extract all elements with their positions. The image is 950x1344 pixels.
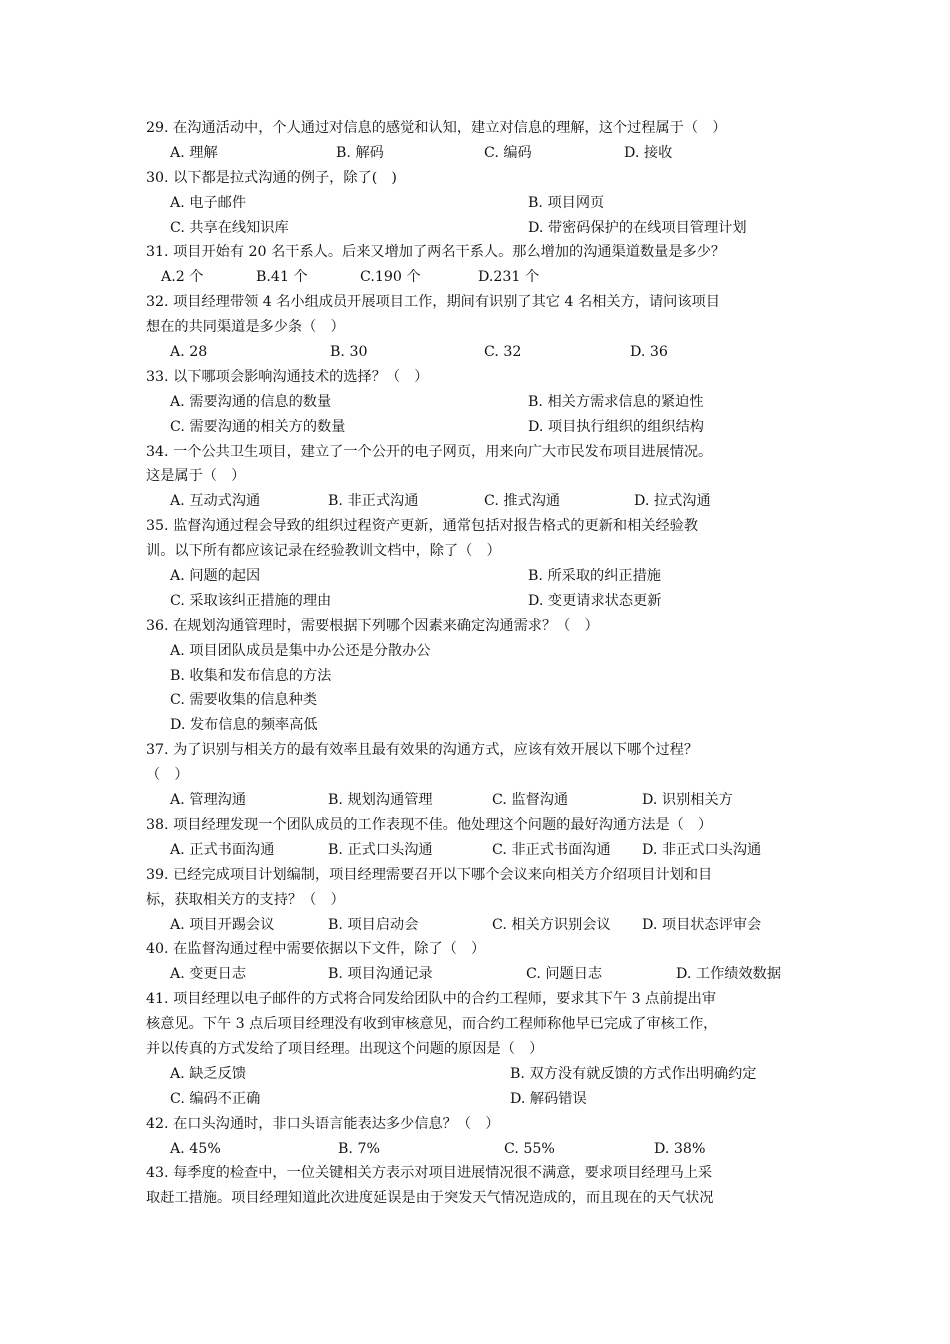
question-30: 30. 以下都是拉式沟通的例子，除了( ) (146, 169, 397, 186)
option: D. 项目执行组织的组织结构 (528, 418, 704, 435)
option: A. 28 (170, 344, 208, 361)
option: B. 所采取的纠正措施 (528, 568, 661, 585)
options-42 (146, 1137, 816, 1162)
question-35: 35. 监督沟通过程会导致的组织过程资产更新，通常包括对报告格式的更新和相关经验教 (146, 518, 699, 535)
option: C. 55% (504, 1140, 555, 1157)
option: B. 相关方需求信息的紧迫性 (528, 393, 704, 410)
option: A. 正式书面沟通 (170, 841, 275, 858)
option: B. 项目沟通记录 (328, 966, 433, 983)
question-37: 37. 为了识别与相关方的最有效率且最有效果的沟通方式，应该有效开展以下哪个过程？ (146, 742, 699, 759)
option: D. 非正式口头沟通 (642, 841, 762, 858)
option: A. 理解 (170, 144, 218, 161)
options-39 (146, 913, 816, 938)
option: C. 推式沟通 (484, 493, 561, 510)
options-40 (146, 962, 816, 987)
option: D. 带密码保护的在线项目管理计划 (528, 219, 747, 236)
options-35b (146, 589, 816, 614)
question-43-cont: 取赶工措施。项目经理知道此次进度延误是由于突发天气情况造成的，而且现在的天气状况 (146, 1190, 714, 1207)
options-35a (146, 564, 816, 589)
option: C. 编码不正确 (170, 1090, 261, 1107)
option: B. 收集和发布信息的方法 (170, 667, 332, 684)
option: B. 项目启动会 (328, 916, 419, 933)
question-40: 40. 在监督沟通过程中需要依据以下文件，除了（ ） (146, 941, 486, 958)
option: A. 项目开踢会议 (170, 916, 275, 933)
option: D. 38% (654, 1140, 706, 1157)
options-30a (146, 191, 816, 216)
option: D. 工作绩效数据 (676, 966, 782, 983)
question-29: 29. 在沟通活动中，个人通过对信息的感觉和认知，建立对信息的理解，这个过程属于（ ） (146, 120, 727, 136)
option: A. 项目团队成员是集中办公还是分散办公 (170, 642, 431, 659)
option: A. 45% (170, 1140, 221, 1157)
option: A. 缺乏反馈 (170, 1065, 247, 1082)
option: D. 接收 (624, 144, 673, 161)
option: A. 管理沟通 (170, 792, 247, 809)
options-34 (146, 489, 816, 514)
question-31: 31. 项目开始有 20 名干系人。后来又增加了两名干系人。那么增加的沟通渠道数量是多少？ (146, 244, 726, 261)
option: C. 编码 (484, 144, 532, 161)
question-43: 43. 每季度的检查中，一位关键相关方表示对项目进展情况很不满意，要求项目经理马上采 (146, 1165, 713, 1182)
options-32 (146, 340, 816, 365)
option: B. 双方没有就反馈的方式作出明确约定 (510, 1065, 757, 1082)
question-35-cont: 训。以下所有都应该记录在经验教训文档中，除了（ ） (146, 543, 501, 560)
options-41a (146, 1062, 816, 1087)
options-33b (146, 415, 816, 440)
question-42: 42. 在口头沟通时，非口头语言能表达多少信息？（ ） (146, 1115, 500, 1132)
option: B. 非正式沟通 (328, 493, 419, 510)
option: C. 监督沟通 (492, 792, 569, 809)
options-29 (146, 141, 816, 166)
option: B. 30 (330, 344, 368, 361)
option: D. 识别相关方 (642, 792, 733, 809)
option: B. 7% (338, 1140, 380, 1157)
options-37 (146, 788, 816, 813)
option: C.190 个 (360, 269, 421, 286)
option: C. 问题日志 (526, 966, 603, 983)
question-34: 34. 一个公共卫生项目，建立了一个公开的电子网页，用来向广大市民发布项目进展情况。 (146, 443, 713, 460)
options-33a (146, 390, 816, 415)
option: A. 问题的起因 (170, 568, 261, 585)
question-38: 38. 项目经理发现一个团队成员的工作表现不佳。他处理这个问题的最好沟通方法是（ ） (146, 816, 713, 833)
option: C. 相关方识别会议 (492, 916, 611, 933)
options-30b (146, 216, 816, 241)
option: B.41 个 (256, 269, 308, 286)
option: C. 需要沟通的相关方的数量 (170, 418, 346, 435)
question-34-cont: 这是属于（ ） (146, 468, 246, 485)
question-33: 33. 以下哪项会影响沟通技术的选择？（ ） (146, 368, 429, 385)
option: B. 规划沟通管理 (328, 792, 433, 809)
option: D. 项目状态评审会 (642, 916, 762, 933)
option: A. 需要沟通的信息的数量 (170, 393, 332, 410)
option: A.2 个 (161, 269, 204, 286)
option: B. 解码 (336, 144, 384, 161)
question-32-cont: 想在的共同渠道是多少条（ ） (146, 319, 345, 336)
question-page (146, 116, 816, 1211)
options-41b (146, 1087, 816, 1112)
question-32: 32. 项目经理带领 4 名小组成员开展项目工作，期间有识别了其它 4 名相关方，请问该项目 (146, 294, 720, 311)
option: D. 拉式沟通 (634, 493, 711, 510)
option: C. 需要收集的信息种类 (170, 692, 318, 709)
option: D. 36 (630, 344, 668, 361)
question-41: 41. 项目经理以电子邮件的方式将合同发给团队中的合约工程师，要求其下午 3 点前提出审 (146, 991, 717, 1008)
option: C. 采取该纠正措施的理由 (170, 592, 332, 609)
option: D. 发布信息的频率高低 (170, 717, 318, 734)
option: C. 共享在线知识库 (170, 219, 289, 236)
option: A. 互动式沟通 (170, 493, 261, 510)
option: D.231 个 (478, 269, 540, 286)
options-38 (146, 838, 816, 863)
option: D. 变更请求状态更新 (528, 592, 662, 609)
question-36: 36. 在规划沟通管理时，需要根据下列哪个因素来确定沟通需求？（ ） (146, 617, 599, 634)
option: B. 正式口头沟通 (328, 841, 433, 858)
question-41-cont: 核意见。下午 3 点后项目经理没有收到审核意见，而合约工程师称他早已完成了审核工作， (146, 1016, 718, 1033)
question-37-cont: （ ） (146, 767, 189, 784)
option: C. 非正式书面沟通 (492, 841, 611, 858)
option: D. 解码错误 (510, 1090, 587, 1107)
options-31 (146, 265, 816, 290)
option: C. 32 (484, 344, 522, 361)
question-39: 39. 已经完成项目计划编制，项目经理需要召开以下哪个会议来向相关方介绍项目计划和目 (146, 866, 713, 883)
option: B. 项目网页 (528, 194, 605, 211)
option: A. 变更日志 (170, 966, 247, 983)
option: A. 电子邮件 (170, 194, 247, 211)
question-41-cont2: 并以传真的方式发给了项目经理。出现这个问题的原因是（ ） (146, 1040, 544, 1057)
question-39-cont: 标，获取相关方的支持？（ ） (146, 891, 345, 908)
